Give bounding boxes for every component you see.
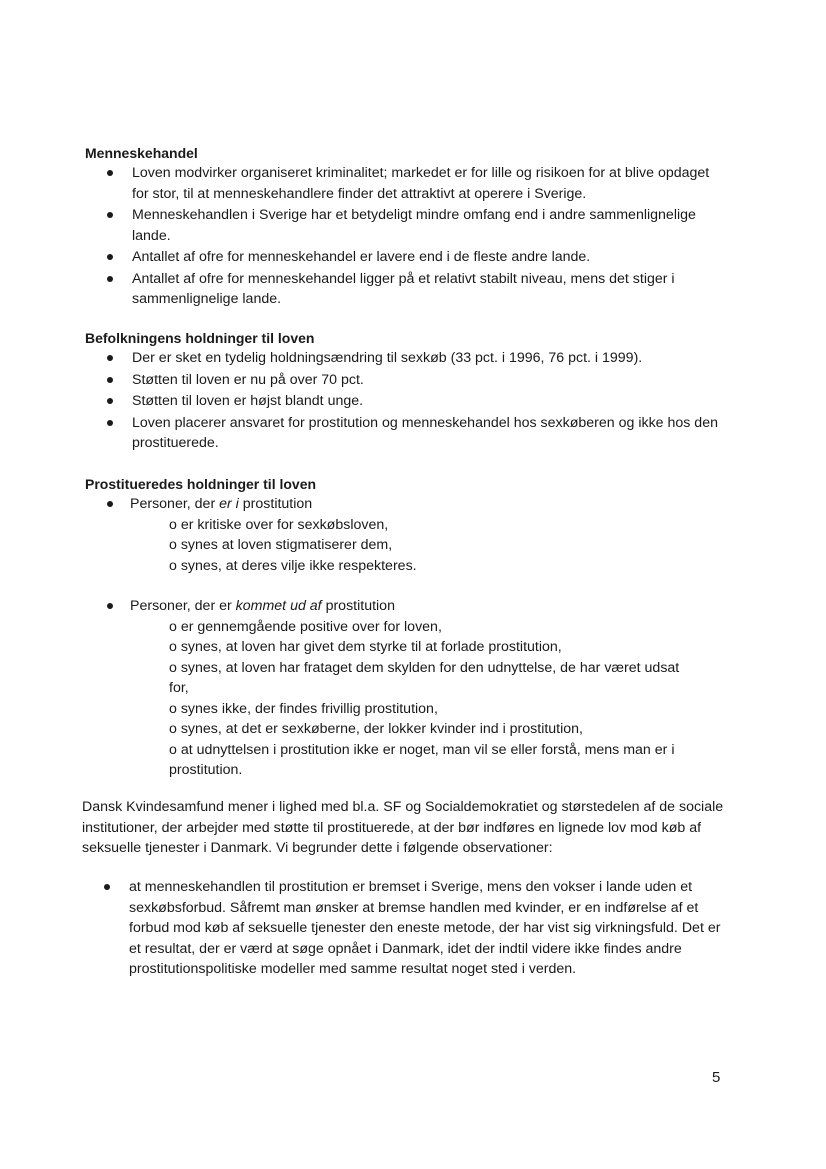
sub-item: o synes, at loven har frataget dem skylden for den udnyttelse, de har været udsat for, <box>169 659 680 696</box>
sub-item: o er kritiske over for sexkøbsloven, <box>169 516 389 533</box>
sub-item: o synes ikke, der findes frivillig prostitution, <box>169 700 438 717</box>
list-item <box>82 877 732 980</box>
list-item <box>85 391 725 412</box>
bullet-list-menneskehandel <box>85 163 725 311</box>
group-lead-emphasis: er i <box>219 496 239 512</box>
list-item-text: Loven placerer ansvaret for prostitution og menneskehandel hos sexkøberen og ikke hos den prostituerede. <box>132 414 718 451</box>
list-item-text: at menneskehandlen til prostitution er bremset i Sverige, mens den vokser i lande uden et sexkøbsforbud. Såfremt man ønsker at bremse handlen med kvinder, er en indførelse af et forbud mod køb af seksuelle tjenester den eneste metode, der har vist sig virkningsfuld. Det er et resultat, der er værd at søge opnået i Danmark, idet der indtil videre ikke findes andre prostitutionspolitiske modeller med samme resultat noget sted i verden. <box>129 879 721 977</box>
list-item <box>85 413 725 454</box>
list-item-text: Antallet af ofre for menneskehandel ligger på et relativt stabilt niveau, mens det stiger i sammenlignelige lande. <box>132 270 675 307</box>
group-lead-emphasis: kommet ud af <box>235 598 322 614</box>
bullet-list-befolkningens-holdninger <box>85 348 725 455</box>
section-heading-menneskehandel: Menneskehandel <box>85 145 198 161</box>
page-number: 5 <box>712 1069 721 1086</box>
list-item-text: Der er sket en tydelig holdningsændring til sexkøb (33 pct. i 1996, 76 pct. i 1999). <box>132 350 643 366</box>
section-heading-prostitueredes-holdninger: Prostitueredes holdninger til loven <box>85 476 317 492</box>
list-item-text: Støtten til loven er nu på over 70 pct. <box>132 371 364 388</box>
sub-item: o synes, at deres vilje ikke respekteres. <box>169 557 417 574</box>
group-kommet-ud-af-prostitution <box>85 596 725 781</box>
group-lead-text: prostitution <box>321 598 395 614</box>
sub-item: o synes, at loven har givet dem styrke til at forlade prostitution, <box>169 639 562 655</box>
group-lead-text: prostitution <box>238 496 313 512</box>
bullet-icon <box>107 420 113 426</box>
group-lead <box>85 596 725 617</box>
group-lead <box>85 494 725 515</box>
group-lead-text: Personer, der <box>130 496 220 512</box>
sub-item: o er gennemgående positive over for loven, <box>169 618 442 635</box>
sub-item: o synes at loven stigmatiserer dem, <box>169 537 393 553</box>
bullet-icon <box>107 170 113 176</box>
bullet-icon <box>107 398 113 404</box>
bullet-icon <box>107 355 113 361</box>
sub-item: o at udnyttelsen i prostitution ikke er noget, man vil se eller forstå, mens man er i prostitution. <box>169 741 675 778</box>
bullet-icon <box>107 603 113 609</box>
sub-item: o synes, at det er sexkøberne, der lokker kvinder ind i prostitution, <box>169 721 584 737</box>
list-item-text: Støtten til loven er højst blandt unge. <box>132 393 364 409</box>
list-item-text: Antallet af ofre for menneskehandel er lavere end i de fleste andre lande. <box>132 249 591 265</box>
body-paragraph: Dansk Kvindesamfund mener i lighed med bl.a. SF og Socialdemokratiet og størstedelen af de sociale institutioner, der arbejder med støtte til prostituerede, at der bør indføres en lignede lov mod køb af seksuelle tjenester i Danmark. Vi begrunder dette i følgende observationer: <box>82 799 724 856</box>
list-item <box>85 163 725 204</box>
list-item-text: Menneskehandlen i Sverige har et betydeligt mindre omfang end i andre sammenlignelige lande. <box>132 207 696 244</box>
group-lead-text: Personer, der er <box>130 598 236 614</box>
bullet-icon <box>107 377 113 383</box>
bullet-icon <box>107 276 113 282</box>
list-item <box>85 269 725 310</box>
list-item-text: Loven modvirker organiseret kriminalitet; markedet er for lille og risikoen for at blive opdaget for stor, til at menneskehandlere finder det attraktivt at operere i Sverige. <box>132 165 710 202</box>
list-item <box>85 370 725 391</box>
bullet-icon <box>107 254 113 260</box>
list-item <box>85 348 725 369</box>
bullet-icon <box>104 884 110 890</box>
list-item <box>85 205 725 246</box>
group-er-i-prostitution <box>85 494 725 576</box>
bullet-icon <box>107 501 113 507</box>
bullet-list-observations <box>82 877 732 981</box>
section-heading-befolkningens-holdninger: Befolkningens holdninger til loven <box>85 330 315 346</box>
bullet-icon <box>107 212 113 218</box>
list-item <box>85 247 725 268</box>
